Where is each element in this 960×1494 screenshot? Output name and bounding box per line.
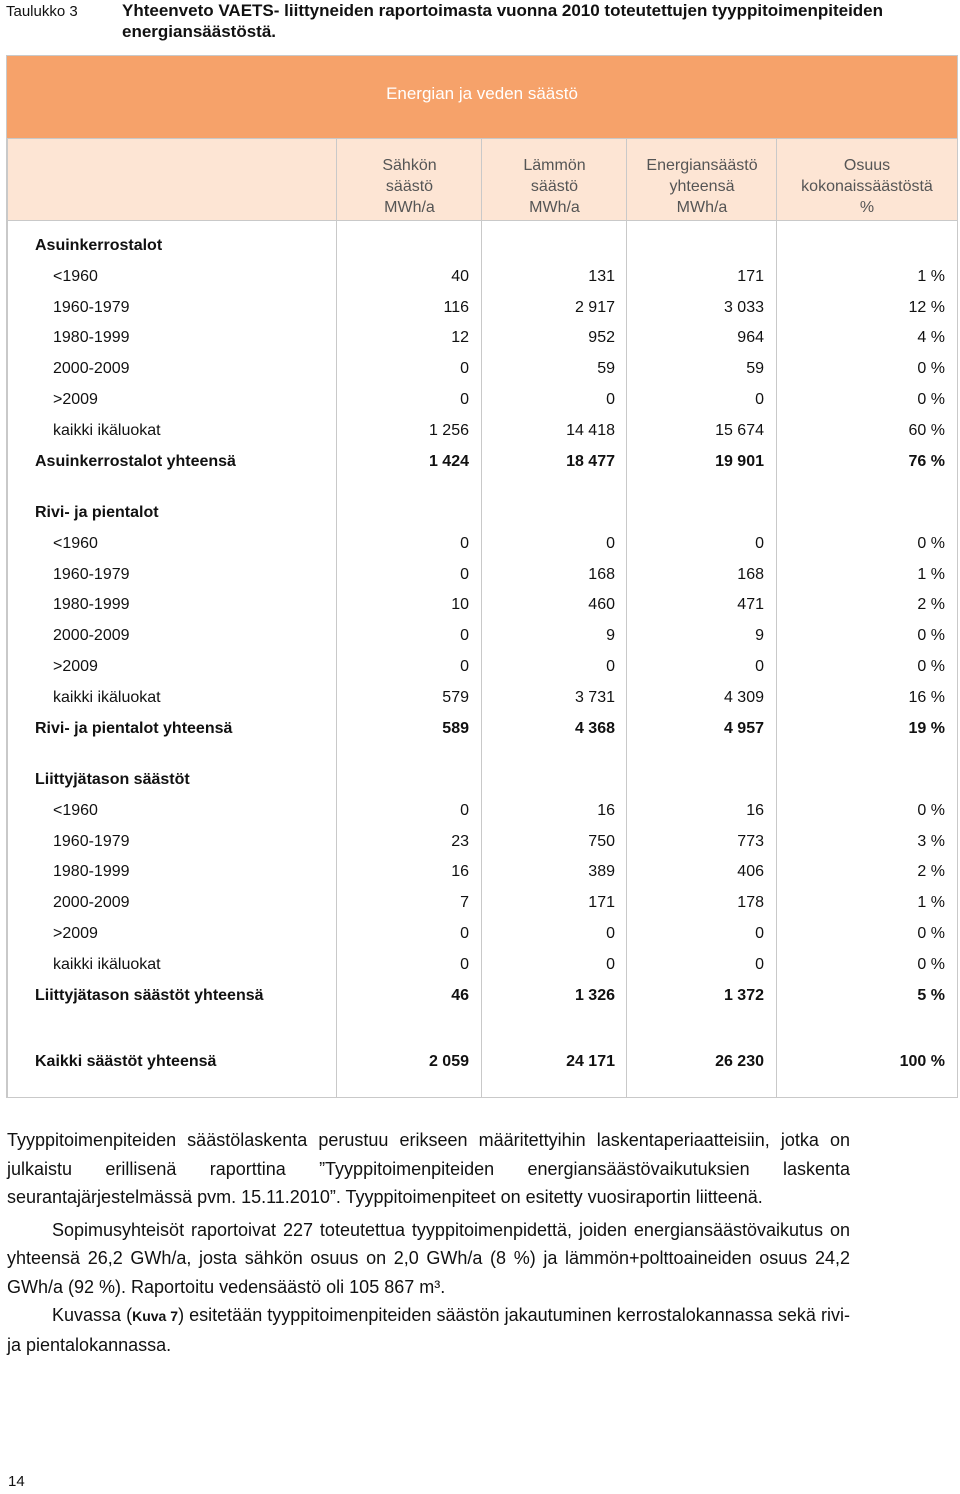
energy-total-cell: 16 [746,801,764,819]
electricity-cell: 12 [451,329,469,347]
row-label-cell: >2009 [53,658,98,675]
heat-cell: 0 [606,658,615,675]
heat-cell: 59 [597,360,615,378]
energy-total-cell: 4 309 [723,688,764,706]
paragraph-3-start: Kuvassa ( [52,1305,133,1325]
share-cell: 2 % [917,863,945,881]
share-cell: 1 % [917,267,945,285]
heat-cell: 171 [588,894,615,912]
band-divider [7,138,957,139]
share-cell: 0 % [917,658,945,675]
row-label-cell: 1960-1979 [53,565,130,583]
table-title: Yhteenveto VAETS- liittyneiden raportoimasta vuonna 2010 toteutettujen tyyppitoimenpiteiden energiansäästöstä. [122,1,884,41]
paragraph-3-end: ) esitetään tyyppitoimenpiteiden säästön jakautuminen kerrostalokannassa sekä rivi- ja pientalokannassa. [7,1305,850,1355]
table-row [7,621,957,651]
energy-total-cell: 59 [746,360,764,378]
energy-total-cell: 4 957 [723,719,764,737]
table-row [7,293,957,323]
page-number: 14 [8,1473,25,1490]
electricity-cell: 0 [460,391,469,408]
electricity-cell: 589 [442,719,469,737]
heat-cell: 16 [597,801,615,819]
share-cell: 1 % [917,565,945,583]
energy-total-cell: 9 [755,627,764,645]
row-label-cell: 1980-1999 [53,863,130,881]
share-cell: 60 % [908,421,945,439]
table-total-row [7,1047,957,1077]
share-cell: 5 % [917,986,945,1004]
row-label-cell: 1980-1999 [53,596,130,614]
energy-total-cell: 0 [755,534,764,552]
energy-total-cell: 178 [737,894,764,912]
energy-total-cell: 26 230 [715,1053,764,1070]
table-row [7,590,957,620]
table-label: Taulukko 3 [6,3,78,20]
heat-cell: 750 [588,832,615,850]
column-header-heat: Lämmön säästö MWh/a [523,157,586,216]
electricity-cell: 1 424 [428,452,469,470]
energy-total-cell: 3 033 [723,298,764,316]
table-row [7,919,957,949]
heat-cell: 131 [588,267,615,285]
table-total-row [7,714,957,744]
energy-total-cell: 471 [737,596,764,614]
energy-total-cell: 0 [755,925,764,942]
header-divider [7,220,957,221]
electricity-cell: 23 [451,832,469,850]
share-cell: 0 % [917,925,945,942]
energy-total-cell: 1 372 [723,986,764,1004]
electricity-cell: 0 [460,627,469,645]
energy-total-cell: 19 901 [715,452,764,470]
electricity-cell: 0 [460,534,469,552]
share-cell: 0 % [917,801,945,819]
table-total-row [7,981,957,1011]
row-label-cell: >2009 [53,925,98,942]
heat-cell: 460 [588,596,615,614]
table-row [7,857,957,887]
energy-total-cell: 171 [737,267,764,285]
table-row [7,323,957,353]
electricity-cell: 16 [451,863,469,881]
share-cell: 100 % [899,1053,945,1070]
table-row [7,416,957,446]
heat-cell: 952 [588,329,615,347]
savings-table [6,55,958,1098]
energy-total-cell: 406 [737,863,764,881]
heat-cell: 0 [606,534,615,552]
share-cell: 4 % [917,329,945,347]
row-label-cell: <1960 [53,801,98,819]
table-row [7,262,957,292]
electricity-cell: 7 [460,894,469,912]
row-label-cell: 2000-2009 [53,894,130,912]
row-label-cell: Kaikki säästöt yhteensä [35,1053,217,1070]
row-label-cell: Liittyjätason säästöt yhteensä [35,986,264,1004]
column-header-row [7,139,957,221]
electricity-cell: 0 [460,925,469,942]
figure-reference: Kuva 7 [132,1308,179,1324]
row-label-cell: kaikki ikäluokat [53,421,161,439]
electricity-cell: 0 [460,801,469,819]
section-title: Asuinkerrostalot [35,237,163,254]
column-header-energy-total: Energiansäästö yhteensä MWh/a [646,157,758,216]
table-total-row [7,447,957,477]
electricity-cell: 0 [460,360,469,378]
heat-cell: 2 917 [574,298,615,316]
row-label-cell: Asuinkerrostalot yhteensä [35,452,236,470]
section-title: Rivi- ja pientalot [35,504,159,521]
heat-cell: 168 [588,565,615,583]
share-cell: 0 % [917,955,945,973]
share-cell: 2 % [917,596,945,614]
share-cell: 1 % [917,894,945,912]
share-cell: 0 % [917,391,945,408]
table-row [7,529,957,559]
heat-cell: 18 477 [566,452,615,470]
electricity-cell: 1 256 [428,421,469,439]
heat-cell: 9 [606,627,615,645]
table-row [7,354,957,384]
energy-total-cell: 168 [737,565,764,583]
electricity-cell: 40 [451,267,469,285]
column-header-share: Osuus kokonaissäästöstä % [801,157,933,216]
energy-total-cell: 0 [755,955,764,973]
table-row [7,796,957,826]
row-label-cell: 1980-1999 [53,329,130,347]
body-text [7,1126,850,1359]
energy-total-cell: 15 674 [715,421,764,439]
heat-cell: 3 731 [574,688,615,706]
row-label-cell: 2000-2009 [53,627,130,645]
paragraph-1: Tyyppitoimenpiteiden säästölaskenta perustuu erikseen määritettyihin laskentaperiaatteisiin, jotka on julkaistu erillisenä raporttina ”Tyyppitoimenpiteiden energiansäästövaikutuksien laskenta seurantajärjestelmässä pvm. 15.11.2010”. Tyyppitoimenpiteet on esitetty vuosiraportin liitteenä. [7,1130,850,1207]
heat-cell: 0 [606,391,615,408]
table-row [7,950,957,980]
table-row [7,827,957,857]
heat-cell: 14 418 [566,421,615,439]
paragraph-3 [7,1301,850,1359]
row-label-cell: 1960-1979 [53,298,130,316]
table-caption [0,0,960,50]
energy-total-cell: 0 [755,658,764,675]
heat-cell: 389 [588,863,615,881]
column-header-electricity: Sähkön säästö MWh/a [382,157,437,216]
heat-cell: 1 326 [574,986,615,1004]
electricity-cell: 116 [443,298,469,316]
row-label-cell: kaikki ikäluokat [53,955,161,973]
share-cell: 16 % [908,688,945,706]
share-cell: 3 % [917,832,945,850]
electricity-cell: 2 059 [428,1053,469,1070]
section-title: Liittyjätason säästöt [35,771,190,788]
electricity-cell: 0 [460,565,469,583]
share-cell: 0 % [917,627,945,645]
share-cell: 19 % [908,719,945,737]
table-band-header [7,56,957,139]
row-label-cell: <1960 [53,534,98,552]
electricity-cell: 0 [460,955,469,973]
share-cell: 0 % [917,534,945,552]
energy-total-cell: 773 [737,832,764,850]
row-label-cell: >2009 [53,391,98,408]
heat-cell: 4 368 [574,719,615,737]
electricity-cell: 46 [451,986,469,1004]
heat-cell: 0 [606,955,615,973]
table-row [7,385,957,415]
energy-total-cell: 964 [737,329,764,347]
electricity-cell: 10 [451,596,469,614]
table-row [7,560,957,590]
table-row [7,683,957,713]
row-label-cell: kaikki ikäluokat [53,688,161,706]
share-cell: 76 % [908,452,945,470]
share-cell: 12 % [908,298,945,316]
energy-total-cell: 0 [755,391,764,408]
heat-cell: 24 171 [566,1053,615,1070]
row-label-cell: Rivi- ja pientalot yhteensä [35,719,233,737]
table-row [7,888,957,918]
share-cell: 0 % [917,360,945,378]
electricity-cell: 579 [442,688,469,706]
paragraph-2: Sopimusyhteisöt raportoivat 227 toteutettua tyyppitoimenpidettä, joiden energiansäästövaikutus on yhteensä 26,2 GWh/a, josta sähkön osuus on 2,0 GWh/a (8 %) ja lämmön+polttoaineiden osuus 24,2 GWh/a (92 %). Raportoitu vedensäästö oli 105 867 m³. [7,1219,850,1297]
electricity-cell: 0 [460,658,469,675]
row-label-cell: <1960 [53,267,98,285]
band-title: Energian ja veden säästö [386,84,578,103]
row-label-cell: 2000-2009 [53,360,130,378]
table-row [7,652,957,682]
row-label-cell: 1960-1979 [53,832,130,850]
heat-cell: 0 [606,925,615,942]
